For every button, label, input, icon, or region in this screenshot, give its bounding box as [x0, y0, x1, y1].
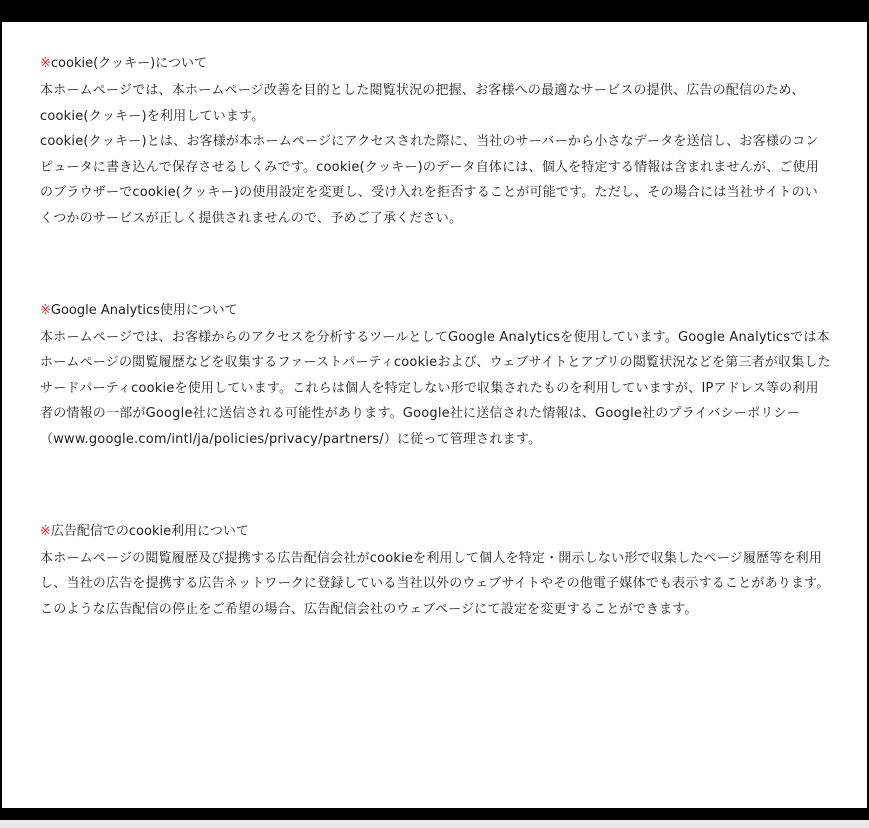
- section-paragraph: 本ホームページでは、お客様からのアクセスを分析するツールとしてGoogle Analyticsを使用しています。Google Analyticsでは本ホームページの閲覧履歴などを収集するファーストパーティcookieおよび、ウェブサイトとアプリの閲覧状況などを第三者が収集したサードパーティcookieを使用しています。これらは個人を特定しない形で収集されたものを利用していますが、IPアドレス等の利用者の情報の一部がGoogle社に送信される可能性があります。Google社に送信された情報は、Google社のプライバシーポリシー（www.google.com/intl/ja/policies/privacy/partners/）に従って管理されます。: [40, 329, 831, 447]
- section-heading: [40, 302, 831, 320]
- section-cookie: [40, 55, 831, 232]
- section-paragraph: cookie(クッキー)とは、お客様が本ホームページにアクセスされた際に、当社のサーバーから小さなデータを送信し、お客様のコンピュータに書き込んで保存させるしくみです。cookie(クッキー)のデータ自体には、個人を特定する情報は含まれませんが、ご使用のブラウザーでcookie(クッキー)の使用設定を変更し、受け入れを拒否することが可能です。ただし、その場合には当社サイトのいくつかのサービスが正しく提供されませんので、予めご了承ください。: [40, 134, 819, 226]
- section-title: Google Analytics使用について: [50, 302, 238, 318]
- section-paragraph: 本ホームページの閲覧履歴及び提携する広告配信会社がcookieを利用して個人を特定・開示しない形で収集したページ履歴等を利用し、当社の広告を提携する広告ネットワークに登録している当社以外のウェブサイトやその他電子媒体でも表示することがあります。 このような広告配信の停止をご希望の場合、広告配信会社のウェブページにて設定を変更することができます。: [40, 550, 830, 617]
- reference-mark: ※: [40, 302, 51, 318]
- section-title: 広告配信でのcookie利用について: [50, 523, 249, 539]
- section-ad-cookie: [40, 523, 831, 623]
- section-paragraph: 本ホームページでは、本ホームページ改善を目的とした閲覧状況の把握、お客様への最適なサービスの提供、広告の配信のため、cookie(クッキー)を利用しています。: [40, 83, 805, 124]
- document-panel: [2, 22, 867, 808]
- section-heading: [40, 523, 831, 541]
- section-title: cookie(クッキー)について: [50, 56, 207, 71]
- bottom-strip: [0, 820, 869, 828]
- section-google-analytics: [40, 302, 831, 453]
- reference-mark: ※: [40, 523, 51, 539]
- reference-mark: ※: [40, 56, 51, 71]
- section-heading: [40, 55, 831, 73]
